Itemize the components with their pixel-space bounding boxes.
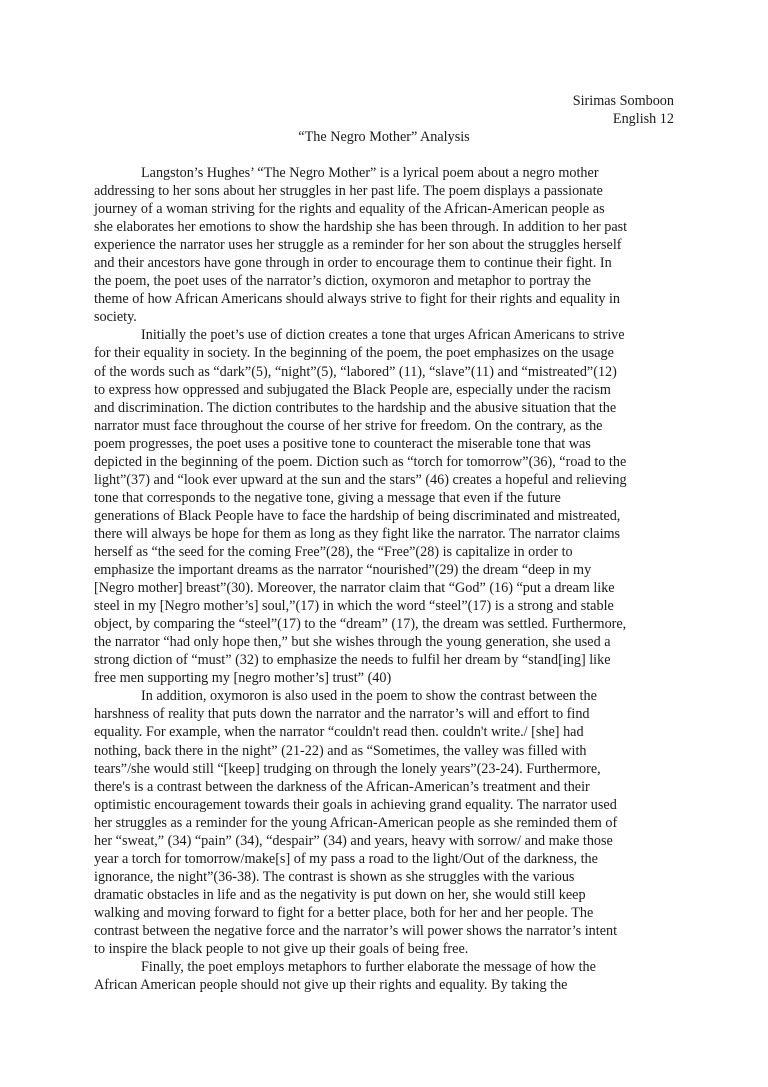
text-line: addressing to her sons about her struggles in her past life. The poem displays a passionate	[94, 183, 603, 200]
text-line: strong diction of “must” (32) to emphasize the needs to fulfil her dream by “stand[ing] like	[94, 652, 611, 669]
text-line: narrator must face throughout the course of her strive for freedom. On the contrary, as the	[94, 417, 603, 434]
text-line: light”(37) and “look ever upward at the sun and the stars” (46) creates a hopeful and relieving	[94, 471, 627, 488]
text-line: for their equality in society. In the beginning of the poem, the poet emphasizes on the usage	[94, 345, 614, 362]
text-line: optimistic encouragement towards their goals in achieving grand equality. The narrator used	[94, 796, 617, 813]
text-line: tone that corresponds to the negative tone, giving a message that even if the future	[94, 489, 561, 506]
text-line: to inspire the black people to not give up their goals of being free.	[94, 941, 469, 958]
paragraph	[94, 164, 678, 326]
text-line: society.	[94, 309, 137, 326]
paragraph	[94, 958, 678, 994]
text-line: ignorance, the night”(36-38). The contrast is shown as she struggles with the various	[94, 868, 575, 885]
text-line: depicted in the beginning of the poem. Diction such as “torch for tomorrow”(36), “road to the	[94, 453, 627, 470]
text-line: Langston’s Hughes’ “The Negro Mother” is a lyrical poem about a negro mother	[141, 165, 599, 181]
text-line: [Negro mother] breast”(30). Moreover, the narrator claim that “God” (16) “put a dream like	[94, 580, 615, 597]
text-line: and their ancestors have gone through in order to encourage them to continue their fight. In	[94, 255, 612, 272]
text-line: object, by comparing the “steel”(17) to the “dream” (17), the dream was settled. Furthermore,	[94, 616, 627, 633]
text-line: journey of a woman striving for the rights and equality of the African-American people as	[94, 201, 605, 218]
text-line: experience the narrator uses her struggle as a reminder for her son about the struggles herself	[94, 237, 622, 254]
text-line: and discrimination. The diction contributes to the hardship and the abusive situation that the	[94, 399, 617, 416]
text-line: tears”/she would still “[keep] trudging on through the lonely years”(23-24). Furthermore,	[94, 760, 601, 777]
text-line: theme of how African Americans should always strive to fight for their rights and equality in	[94, 291, 620, 308]
text-line: to express how oppressed and subjugated the Black People are, especially under the racism	[94, 381, 611, 398]
text-line: Finally, the poet employs metaphors to further elaborate the message of how the	[141, 959, 596, 976]
course-name: English 12	[612, 111, 674, 127]
text-line: there's is a contrast between the darkness of the African-American’s treatment and their	[94, 778, 590, 795]
paragraph	[94, 326, 678, 687]
text-line: harshness of reality that puts down the narrator and the narrator’s will and effort to find	[94, 706, 590, 723]
document-title: “The Negro Mother” Analysis	[298, 129, 470, 145]
text-line: walking and moving forward to fight for a better place, both for her and her people. The	[94, 904, 594, 921]
text-line: dramatic obstacles in life and as the negativity is put down on her, she would still keep	[94, 886, 586, 903]
author-name: Sirimas Somboon	[572, 93, 674, 109]
text-line: the poem, the poet uses of the narrator’s diction, oxymoron and metaphor to portray the	[94, 273, 591, 290]
text-line: her struggles as a reminder for the young African-American people as she reminded them of	[94, 814, 618, 831]
text-line: there will always be hope for them as long as they fight like the narrator. The narrator claims	[94, 525, 621, 542]
text-line: African American people should not give up their rights and equality. By taking the	[94, 977, 568, 994]
essay-body	[94, 164, 678, 994]
text-line: In addition, oxymoron is also used in the poem to show the contrast between the	[141, 688, 597, 705]
text-line: nothing, back there in the night” (21-22) and as “Sometimes, the valley was filled with	[94, 742, 587, 759]
text-line: free men supporting my [negro mother’s] trust” (40)	[94, 670, 392, 687]
text-line: poem progresses, the poet uses a positive tone to counteract the miserable tone that was	[94, 435, 591, 452]
text-line: equality. For example, when the narrator “couldn't read then. couldn't write./ [she] had	[94, 724, 584, 741]
text-line: she elaborates her emotions to show the hardship she has been through. In addition to her past	[94, 219, 628, 236]
text-line: her “sweat,” (34) “pain” (34), “despair” (34) and years, heavy with sorrow/ and make those	[94, 832, 613, 849]
paragraph	[94, 687, 678, 958]
text-line: herself as “the seed for the coming Free”(28), the “Free”(28) is capitalize in order to	[94, 543, 573, 560]
text-line: emphasize the important dreams as the narrator “nourished”(29) the dream “deep in my	[94, 562, 592, 579]
text-line: Initially the poet’s use of diction creates a tone that urges African Americans to strive	[141, 327, 625, 344]
text-line: contrast between the negative force and the narrator’s will power shows the narrator’s intent	[94, 922, 618, 939]
text-line: of the words such as “dark”(5), “night”(5), “labored” (11), “slave”(11) and “mistreated”(12)	[94, 363, 617, 380]
text-line: the narrator “had only hope then,” but she wishes through the young generation, she used a	[94, 634, 611, 651]
text-line: steel in my [Negro mother’s] soul,”(17) in which the word “steel”(17) is a strong and stable	[94, 598, 614, 615]
text-line: year a torch for tomorrow/make[s] of my pass a road to the light/Out of the darkness, the	[94, 850, 598, 867]
text-line: generations of Black People have to face the hardship of being discriminated and mistreated,	[94, 507, 621, 524]
